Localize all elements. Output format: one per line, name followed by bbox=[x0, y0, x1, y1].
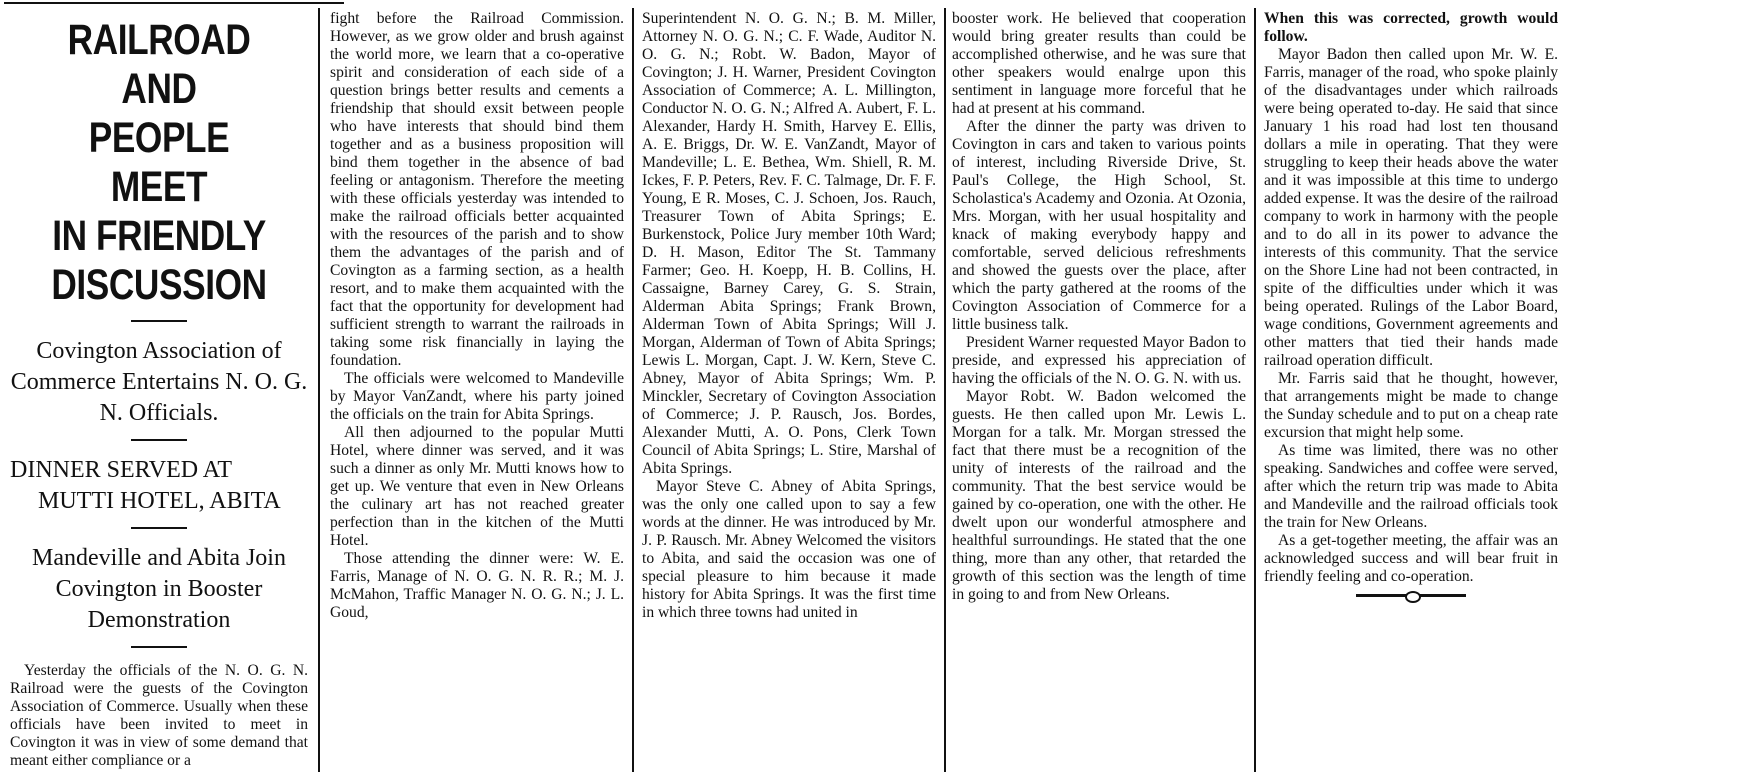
paragraph: As a get-together meeting, the affair was an acknowledged success and will bear fruit in friendly feeling and co-operation. bbox=[1264, 532, 1558, 585]
separator bbox=[131, 439, 187, 441]
column-2 bbox=[330, 10, 624, 772]
headline: RAILROAD AND PEOPLE MEET IN FRIENDLY DISCUSSION bbox=[51, 16, 267, 309]
deck-dinner-line2: MUTTI HOTEL, ABITA bbox=[38, 488, 281, 514]
column-divider bbox=[318, 8, 320, 772]
column-divider bbox=[632, 8, 634, 772]
paragraph bbox=[1264, 46, 1558, 370]
separator bbox=[131, 320, 187, 322]
paragraph: Superintendent N. O. G. N.; B. M. Miller, Attorney N. O. G. N.; C. F. Wade, Auditor N. O. G. N.; Robt. W. Badon, Mayor of Covington; J. H. Warner, President Covington Association of Commerce; A. L. Millington, Conductor N. O. G. N.; Alfred A. Aubert, F. L. Alexander, Hardy H. Smith, Harvey E. Ellis, A. E. Briggs, Dr. W. E. VanZandt, Mayor of Mandeville; L. E. Bethea, Wm. Shiell, R. M. Ickes, F. P. Peters, Rev. F. C. Talmage, Dr. F. F. Young, E R. Moses, C. J. Schoen, Jos. Rauch, Treasurer Town of Abita Springs; E. Burkenstock, Police Jury member 10th Ward; D. H. Mason, Editor The St. Tammany Farmer; Geo. H. Koepp, H. B. Collins, H. Cassaigne, Barney Carey, G. S. Strain, Alderman Abita Springs; Frank Brown, Alderman Town of Abita Springs; Will J. Morgan, Alderman of Town of Abita Springs; Lewis L. Morgan, Capt. J. W. Kern, Steve C. Abney, Mayor of Abita Springs; Wm. P. Minckler, Secretary of Covington Association of Commerce; J. P. Rausch, Jos. Bordes, Alexander Mutti, A. O. Pons, Clerk Town Council of Abita Springs; L. Stire, Marshal of Abita Springs. bbox=[642, 10, 936, 477]
separator bbox=[131, 646, 187, 648]
deck-dinner-line1: DINNER SERVED AT bbox=[10, 457, 233, 483]
paragraph: As time was limited, there was no other speaking. Sandwiches and coffee were served, after which the return trip was made to Abita and Mandeville and the railroad officials took the train for New Orleans. bbox=[1264, 442, 1558, 531]
paragraph: After the dinner the party was driven to Covington in cars and taken to various points of interest, including Riverside Drive, St. Paul's College, the High School, St. Scholastica's Academy and Ozonia. At Ozonia, Mrs. Morgan, with her usual hospitality and knack of making everybody happy and comfortable, served delicious refreshments and showed the guests over the place, after which the party gathered at the rooms of the Covington Association of Commerce for a little business talk. bbox=[952, 118, 1246, 333]
paragraph-body: Mayor Badon then called upon Mr. W. E. Farris, manager of the road, who spoke plainly of the disadvantages under which railroads were being operated to-day. He said that since January 1 his road had lost ten thousand dollars a mile in operating. That they were struggling to keep their heads above the water and it was impossible at this time to undergo added expense. It was the desire of the railroad company to work in harmony with the people and to do all in its power to advance the interests of this community. That the service on the Shore Line had not been contracted, in spite of the difficulties under which it was being operated. Rulings of the Labor Board, wage conditions, Government agreements and other matters that tied their hands made railroad operation difficult. bbox=[1264, 46, 1558, 369]
paragraph: fight before the Railroad Commission. However, as we grow older and brush against the world more, we learn that a co-operative spirit and consideration of each side of a question brings better results and cements a friendship that should exsit between people who have interests that should bind them together and as a business proposition will bind them together in the absence of bad feeling or antagonism. Therefore the meeting with these officials yesterday was intended to make the railroad officials better acquainted with the resources of the parish and to show them the advantages of the parish and of Covington as a farming section, as a health resort, and to make them acquainted with the fact that the opportunity for development had sufficient strength to warrant the railroads in taking some risk financially in laying the foundation. bbox=[330, 10, 624, 369]
column-5 bbox=[1264, 10, 1558, 772]
paragraph: President Warner requested Mayor Badon to preside, and expressed his appreciation of having the officials of the N. O. G. N. with us. bbox=[952, 334, 1246, 387]
paragraph: Yesterday the officials of the N. O. G. N. Railroad were the guests of the Covington Association of Commerce. Usually when these officials have been invited to meet in Covington it was in view of some demand that meant either compliance or a bbox=[10, 662, 308, 769]
paragraph: All then adjourned to the popular Mutti Hotel, where dinner was served, and it was such a dinner as only Mr. Mutti knows how to get up. We venture that even in New Orleans the culinary art has not reached greater perfection than in the kitchen of the Mutti Hotel. bbox=[330, 424, 624, 549]
paragraph: Mayor Robt. W. Badon welcomed the guests. He then called upon Mr. Lewis L. Morgan for a talk. Mr. Morgan stressed the fact that there must be a recognition of the unity of interests of the railroad and the community. That the best service would be gained by co-operation, one with the other. He dwelt upon our wonderful atmosphere and healthful surroundings. He stated that the one thing, more than any other, that retarded the growth of this section was the length of time in going to and from New Orleans. bbox=[952, 388, 1246, 603]
column-divider bbox=[944, 8, 946, 772]
end-ornament bbox=[1356, 594, 1466, 597]
column-3 bbox=[642, 10, 936, 772]
deck-dinner bbox=[10, 455, 308, 517]
paragraph: booster work. He believed that cooperation would bring greater results than could be accomplished otherwise, and he was sure that other speakers would enalrge upon this sentiment in language more forceful that he had at present at his command. bbox=[952, 10, 1246, 117]
deck-covington: Covington Association of Commerce Entertains N. O. G. N. Officials. bbox=[10, 338, 308, 426]
column-divider bbox=[1254, 8, 1256, 772]
column-1 bbox=[10, 10, 308, 772]
paragraph: The officials were welcomed to Mandeville by Mayor VanZandt, where his party joined the officials on the train for Abita Springs. bbox=[330, 370, 624, 423]
paragraph: Mr. Farris said that he thought, however, that arrangements might be made to change the Sunday schedule and to put on a cheap rate excursion that might help some. bbox=[1264, 370, 1558, 441]
separator bbox=[131, 527, 187, 529]
deck-mandeville: Mandeville and Abita Join Covington in Booster Demonstration bbox=[32, 545, 286, 633]
paragraph: Mayor Steve C. Abney of Abita Springs, was the only one called upon to say a few words at the dinner. He was introduced by Mr. J. P. Rausch. Mr. Abney Welcomed the visitors to Abita, and said the occasion was one of special pleasure to him because it made history for Abita Springs. It was the first time in which three towns had united in bbox=[642, 478, 936, 621]
paragraph: When this was corrected, growth would follow. bbox=[1264, 10, 1558, 45]
top-rule bbox=[4, 2, 344, 4]
column-4 bbox=[952, 10, 1246, 772]
paragraph: Those attending the dinner were: W. E. Farris, Manage of N. O. G. N. R. R.; M. J. McMahon, Traffic Manager N. O. G. N.; J. L. Goud, bbox=[330, 550, 624, 621]
